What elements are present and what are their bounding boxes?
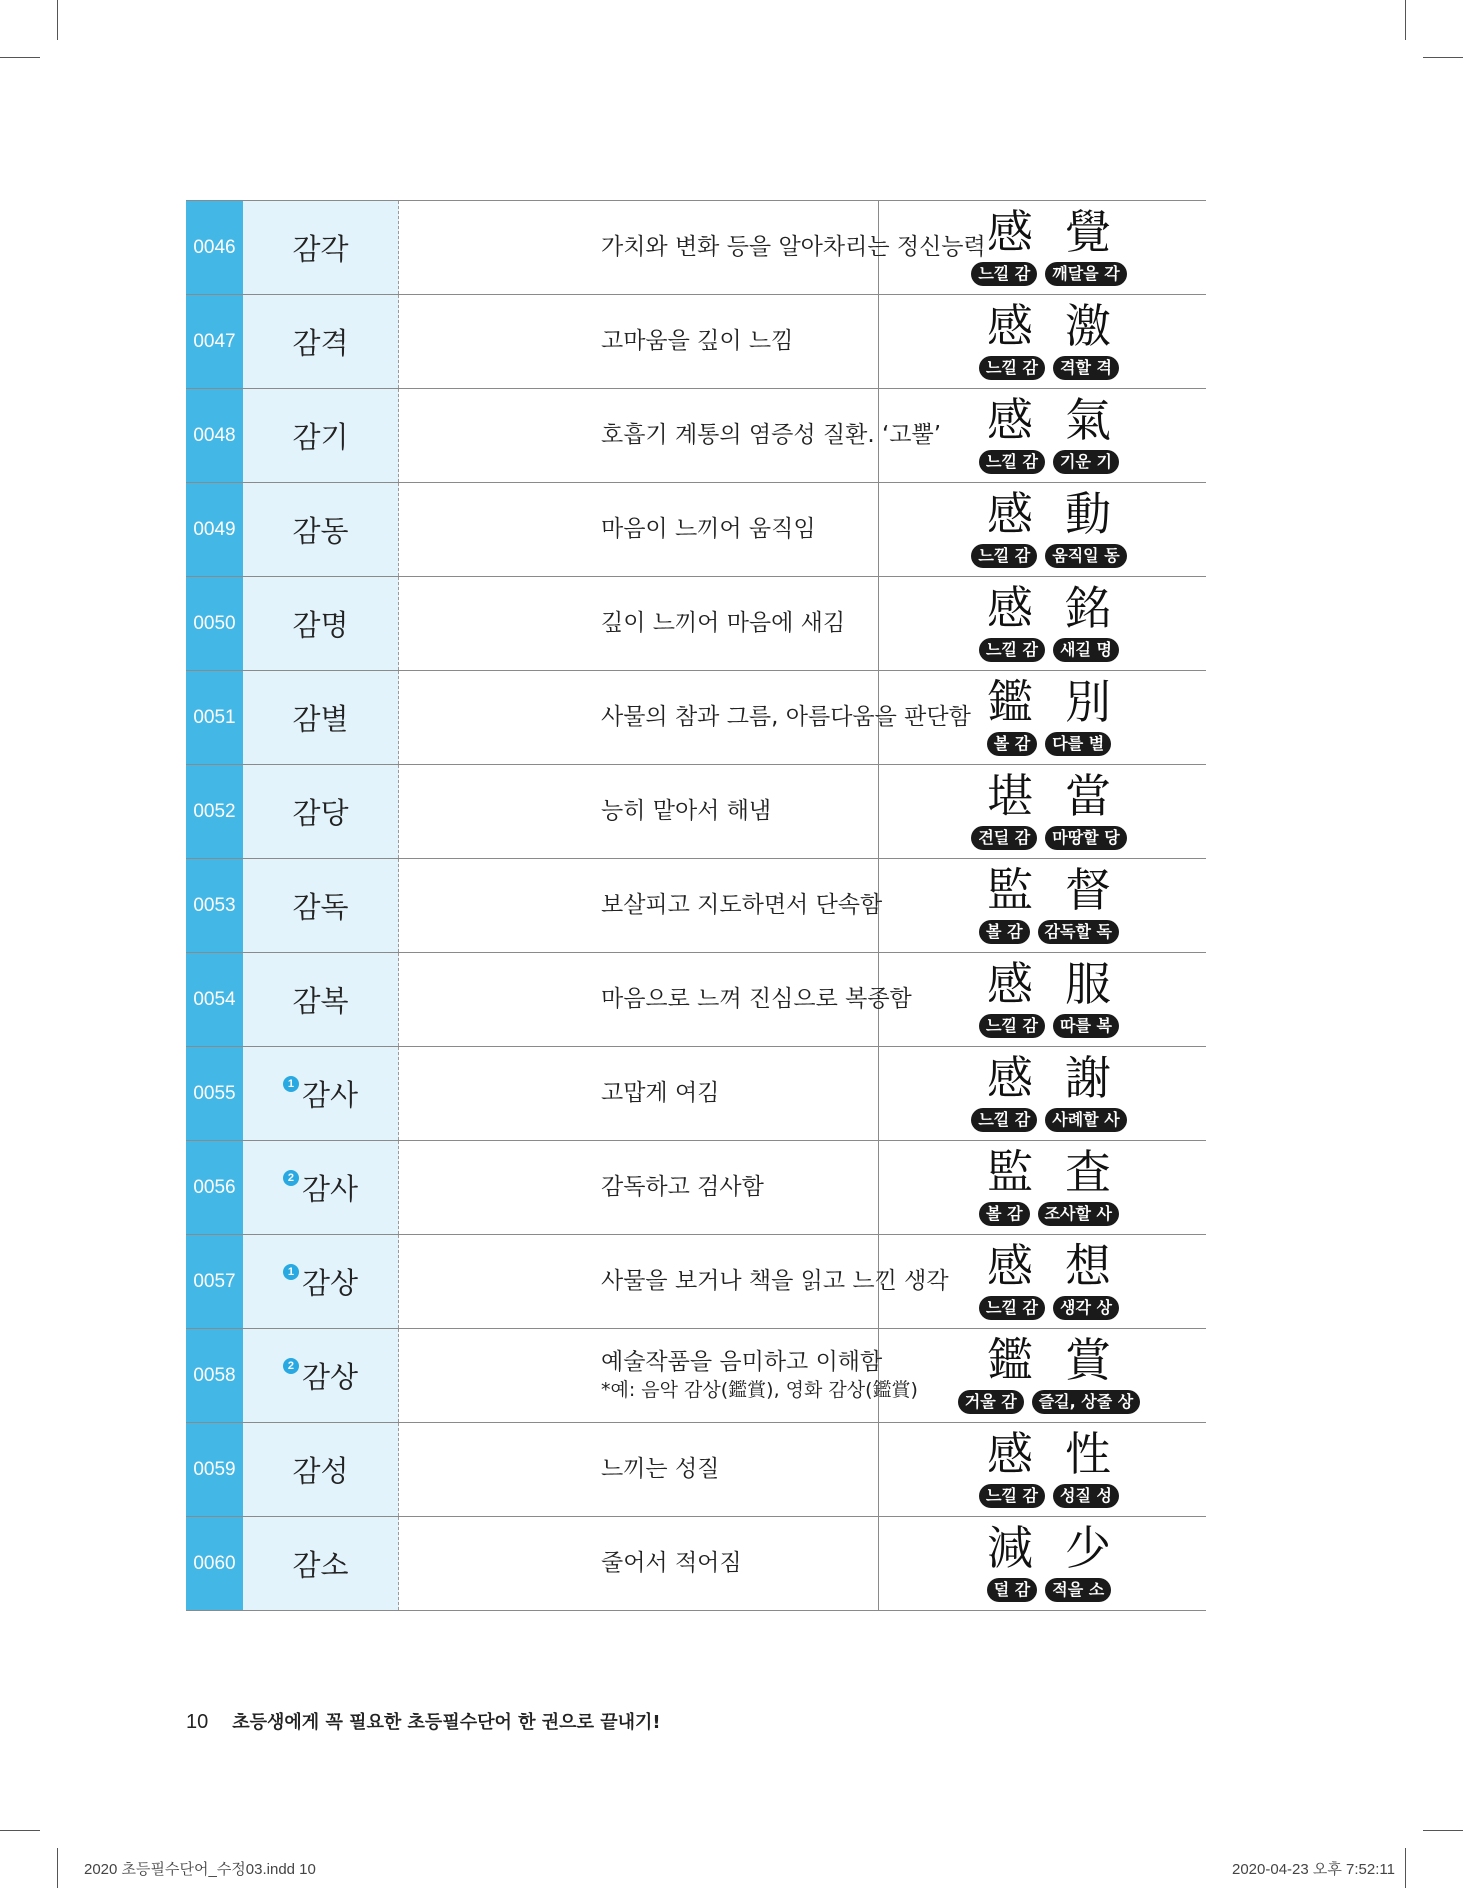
hanja-char: 銘 [1065,581,1111,635]
word-cell [243,1517,399,1610]
word-cell [243,1423,399,1516]
table-row [186,483,1206,577]
hanja-cell [894,577,1204,670]
book-title: 초등생에게 꼭 필요한 초등필수단어 한 권으로 끝내기! [232,1712,661,1733]
definition-block [601,483,816,576]
definition-block [601,1047,719,1140]
sense-number-badge: 1 [283,1264,299,1280]
crop-mark [1423,1830,1463,1831]
crop-mark [1405,0,1406,40]
table-row [186,859,1206,953]
hanja-char: 感 [987,205,1033,259]
definition-text: 감독하고 검사함 [601,1173,764,1200]
definition-text: 줄어서 적어짐 [601,1549,742,1576]
word-cell [243,765,399,858]
korean-word: 감성 [292,1454,349,1488]
hanja-cell [894,765,1204,858]
definition-block [601,1423,719,1516]
hanja-reading-label: 느낄 감 [979,1484,1045,1508]
hanja-reading-label: 사례할 사 [1045,1108,1126,1132]
hanja-reading-label: 느낄 감 [979,450,1045,474]
hanja-reading-label: 덜 감 [987,1578,1037,1602]
definition-block [601,859,882,952]
hanja-cell [894,1235,1204,1328]
definition-block [601,389,941,482]
entry-number: 0056 [186,1141,243,1234]
korean-word: 감복 [292,984,349,1018]
hanja-char: 覺 [1065,205,1111,259]
korean-word: 감격 [292,326,349,360]
word-cell [243,1141,399,1234]
entry-number: 0058 [186,1329,243,1422]
definition-text: 사물의 참과 그름, 아름다움을 판단함 [601,703,971,730]
table-row [186,1329,1206,1423]
definition-block [601,765,771,858]
definition-block [601,1329,918,1422]
page-footer [186,1708,661,1734]
hanja-char: 感 [987,581,1033,635]
print-slug-datetime: 2020-04-23 오후 7:52:11 [1232,1861,1395,1878]
hanja-char: 感 [987,1427,1033,1481]
table-row [186,765,1206,859]
hanja-char: 性 [1065,1427,1111,1481]
hanja-cell [894,483,1204,576]
word-cell [243,1235,399,1328]
crop-mark [0,1830,40,1831]
korean-word: 감상 [301,1266,359,1300]
korean-word: 감명 [292,608,349,642]
hanja-char: 感 [987,393,1033,447]
hanja-reading-label: 느낄 감 [979,638,1045,662]
hanja-char: 減 [987,1521,1033,1575]
definition-note: *예: 음악 감상(鑑賞), 영화 감상(鑑賞) [601,1379,918,1402]
table-row [186,577,1206,671]
sense-number-badge: 2 [283,1170,299,1186]
hanja-reading-label: 느낄 감 [971,1108,1037,1132]
definition-text: 마음이 느끼어 움직임 [601,515,816,542]
hanja-char: 鑑 [987,1333,1033,1387]
entry-number: 0049 [186,483,243,576]
word-cell [243,201,399,294]
hanja-char: 服 [1065,957,1111,1011]
korean-word: 감사 [301,1078,359,1112]
hanja-char: 堪 [987,769,1033,823]
hanja-cell [894,671,1204,764]
hanja-reading-label: 볼 감 [979,920,1029,944]
hanja-char: 當 [1065,769,1111,823]
hanja-char: 督 [1065,863,1111,917]
entry-number: 0048 [186,389,243,482]
definition-text: 마음으로 느껴 진심으로 복종함 [601,985,912,1012]
entry-number: 0060 [186,1517,243,1610]
table-row [186,1141,1206,1235]
entry-number: 0059 [186,1423,243,1516]
word-cell [243,295,399,388]
word-cell [243,1329,399,1422]
hanja-char: 感 [987,1051,1033,1105]
hanja-char: 監 [987,863,1033,917]
hanja-cell [894,295,1204,388]
page-number: 10 [186,1711,209,1733]
hanja-reading-label: 감독할 독 [1038,920,1119,944]
hanja-cell [894,859,1204,952]
hanja-reading-label: 다를 별 [1045,732,1111,756]
print-slug-filename: 2020 초등필수단어_수정03.indd 10 [84,1861,316,1878]
definition-text: 보살피고 지도하면서 단속함 [601,891,883,918]
definition-block [601,295,793,388]
crop-mark [0,57,40,58]
hanja-char: 感 [987,487,1033,541]
sense-number-badge: 2 [283,1358,299,1374]
korean-word: 감기 [292,420,349,454]
korean-word: 감사 [301,1172,359,1206]
sense-number-badge: 1 [283,1076,299,1092]
hanja-char: 少 [1065,1521,1111,1575]
hanja-char: 動 [1065,487,1111,541]
crop-mark [57,1848,58,1888]
hanja-cell [894,953,1204,1046]
hanja-reading-label: 느낄 감 [971,544,1037,568]
definition-text: 고마움을 깊이 느낌 [601,327,794,354]
table-row [186,1423,1206,1517]
entry-number: 0050 [186,577,243,670]
word-cell [243,953,399,1046]
entry-number: 0054 [186,953,243,1046]
hanja-char: 感 [987,1239,1033,1293]
table-row [186,1047,1206,1141]
hanja-char: 監 [987,1145,1033,1199]
hanja-char: 氣 [1065,393,1111,447]
korean-word: 감소 [292,1548,349,1582]
hanja-cell [894,1329,1204,1422]
hanja-cell [894,1423,1204,1516]
word-cell [243,671,399,764]
definition-text: 예술작품을 음미하고 이해함 [601,1349,883,1376]
table-row [186,389,1206,483]
hanja-reading-label: 기운 기 [1053,450,1119,474]
hanja-cell [894,1517,1204,1610]
hanja-char: 感 [987,957,1033,1011]
hanja-char: 賞 [1065,1333,1111,1387]
hanja-reading-label: 느낄 감 [971,262,1037,286]
definition-block [601,1141,764,1234]
word-cell [243,577,399,670]
hanja-reading-label: 느낄 감 [979,1296,1045,1320]
definition-text: 깊이 느끼어 마음에 새김 [601,609,846,636]
crop-mark [1405,1848,1406,1888]
korean-word: 감독 [292,890,349,924]
korean-word: 감별 [292,702,349,736]
hanja-cell [894,389,1204,482]
hanja-cell [894,201,1204,294]
definition-text: 호흡기 계통의 염증성 질환. ‘고뿔’ [601,421,942,448]
hanja-char: 激 [1065,299,1111,353]
hanja-char: 感 [987,299,1033,353]
hanja-reading-label: 볼 감 [987,732,1037,756]
definition-block [601,953,912,1046]
definition-block [601,577,845,670]
entry-number: 0052 [186,765,243,858]
table-row [186,1517,1206,1611]
hanja-reading-label: 격할 격 [1053,356,1119,380]
hanja-char: 謝 [1065,1051,1111,1105]
hanja-cell [894,1141,1204,1234]
hanja-reading-label: 볼 감 [979,1202,1029,1226]
hanja-char: 別 [1065,675,1111,729]
hanja-reading-label: 적을 소 [1045,1578,1111,1602]
hanja-reading-label: 조사할 사 [1038,1202,1119,1226]
definition-text: 가치와 변화 등을 알아차리는 정신능력 [601,233,986,260]
hanja-reading-label: 즐길, 상줄 상 [1032,1390,1141,1414]
table-row [186,295,1206,389]
hanja-reading-label: 성질 성 [1053,1484,1119,1508]
hanja-reading-label: 따를 복 [1053,1014,1119,1038]
crop-mark [57,0,58,40]
entry-number: 0053 [186,859,243,952]
word-cell [243,1047,399,1140]
hanja-reading-label: 느낄 감 [979,1014,1045,1038]
hanja-char: 想 [1065,1239,1111,1293]
entry-number: 0051 [186,671,243,764]
definition-block [601,1517,742,1610]
table-row [186,201,1206,295]
hanja-reading-label: 느낄 감 [979,356,1045,380]
entry-number: 0057 [186,1235,243,1328]
definition-text: 능히 맡아서 해냄 [601,797,772,824]
table-row [186,671,1206,765]
korean-word: 감상 [301,1360,359,1394]
definition-text: 느끼는 성질 [601,1455,720,1482]
hanja-reading-label: 생각 상 [1053,1296,1119,1320]
hanja-reading-label: 움직일 동 [1045,544,1126,568]
hanja-reading-label: 거울 감 [958,1390,1024,1414]
hanja-reading-label: 마땅할 당 [1045,826,1126,850]
vocabulary-table [186,200,1206,1611]
crop-mark [1423,57,1463,58]
korean-word: 감각 [292,232,349,266]
table-row [186,953,1206,1047]
entry-number: 0055 [186,1047,243,1140]
definition-text: 사물을 보거나 책을 읽고 느낀 생각 [601,1267,949,1294]
hanja-reading-label: 깨달을 각 [1045,262,1126,286]
definition-text: 고맙게 여김 [601,1079,720,1106]
hanja-reading-label: 견딜 감 [971,826,1037,850]
entry-number: 0046 [186,201,243,294]
korean-word: 감동 [292,514,349,548]
hanja-char: 査 [1065,1145,1111,1199]
korean-word: 감당 [292,796,349,830]
hanja-cell [894,1047,1204,1140]
hanja-char: 鑑 [987,675,1033,729]
table-row [186,1235,1206,1329]
hanja-reading-label: 새길 명 [1053,638,1119,662]
word-cell [243,389,399,482]
entry-number: 0047 [186,295,243,388]
word-cell [243,483,399,576]
word-cell [243,859,399,952]
